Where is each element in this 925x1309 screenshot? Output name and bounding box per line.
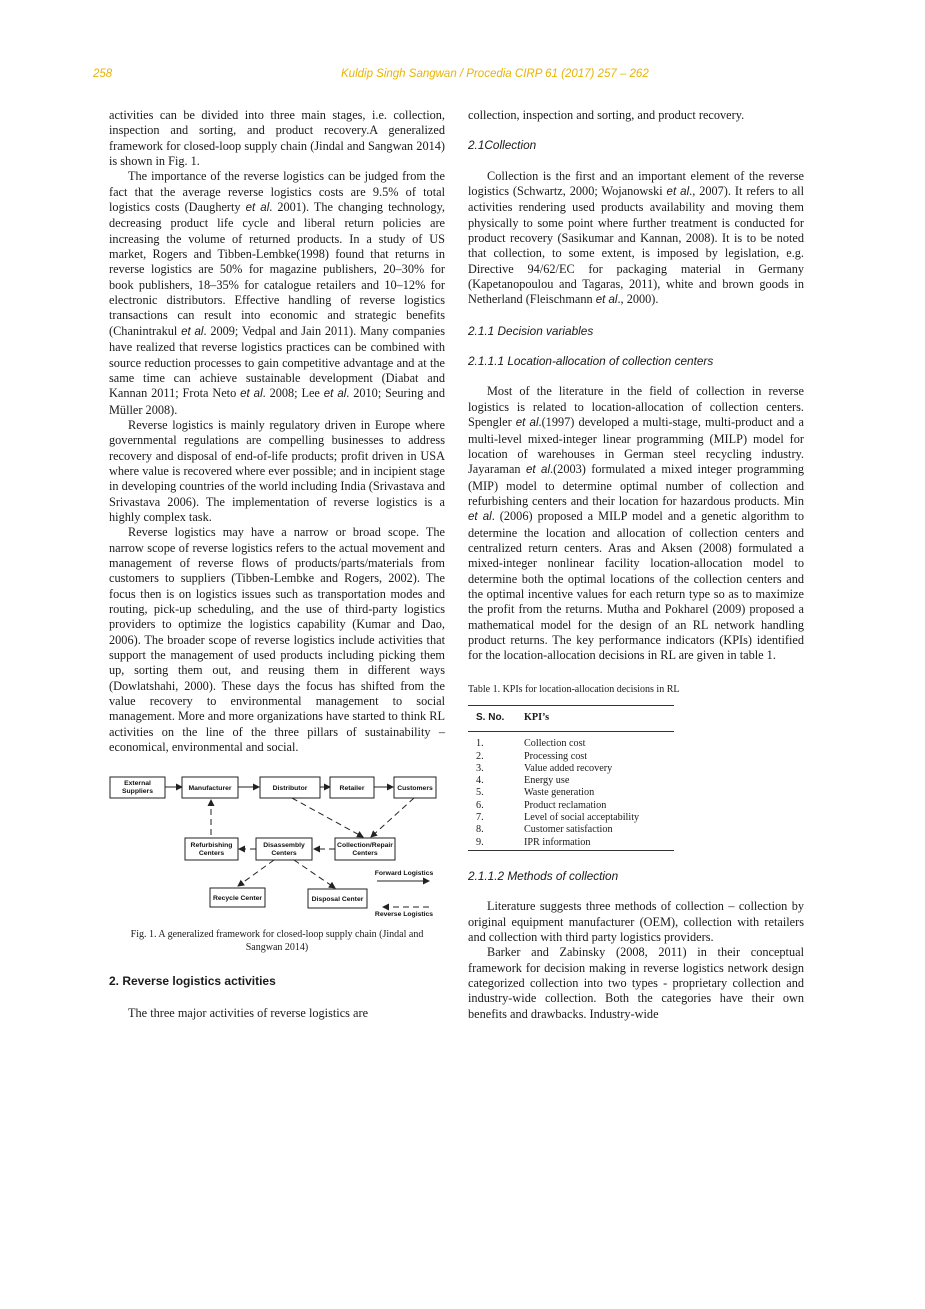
box-recycle-center: Recycle Center [212,895,263,903]
box-refurbishing-centers: Refurbishing [190,842,233,850]
table-cell-sno: 9. [468,837,516,851]
subsection-heading: 2.1Collection [468,138,537,153]
journal-citation: Kuldip Singh Sangwan / Procedia CIRP 61 (2017) 257 – 262 [341,68,649,80]
page-number: 258 [93,68,113,80]
box-external-suppliers: Suppliers [122,788,153,796]
legend-forward-logistics: Forward Logistics [374,870,434,878]
box-disposal-center: Disposal Center [311,896,364,904]
table-row [468,824,674,836]
box-external-suppliers: External [124,780,151,788]
table-row [468,837,674,851]
table-row [468,763,674,775]
subsection-heading: 2.1.1 Decision variables [468,323,594,338]
paragraph: activities can be divided into three main stages, i.e. collection, inspection and sorting, and product recovery.A generalized framework for closed-loop supply chain (Jindal and Sangwan 2014) is shown in Fig. 1. [109,108,445,169]
paragraph: Reverse logistics may have a narrow or broad scope. The narrow scope of reverse logistics refers to the actual movement and management of reverse flows of products/parts/materials from customers to suppliers (Tibben-Lembke and Rogers, 2002). The focus then is on logistics issues such as transportation modes and routing, pick-up scheduling, and the use of third-party logistics providers to optimize the logistics capability (Kumar and Dao, 2006). The broader scope of reverse logistics include activities that support the management of used products including picking them up, sorting them out, and reusing them in different ways (Dowlatshahi, 2000). These days the focus has shifted from the value recovery to environmental management to social management. More and more organizations have started to think RL activities on the line of the three pillars of sustainability – economical, environmental and social. [109,525,445,755]
box-manufacturer: Manufacturer [188,785,232,793]
box-collection-repair-centers: Collection/Repair [337,842,393,850]
table-cell-kpi: Value added recovery [524,762,613,774]
table-cell-sno: 2. [476,750,484,762]
table-cell-kpi: Collection cost [524,738,586,750]
closed-loop-diagram [109,771,445,921]
table-cell-sno: 7. [476,812,484,824]
table-row [468,775,674,787]
right-column [468,108,804,1022]
table-header: S. No. [468,706,516,732]
table-row [468,812,674,824]
subsection-heading: 2.1.1.1 Location-allocation of collection centers [468,354,714,369]
table-cell-sno: 8. [476,824,484,836]
paragraph: The three major activities of reverse logistics are [128,1005,369,1020]
table-cell-kpi: Customer satisfaction [524,824,613,836]
table-cell-sno: 3. [476,762,484,774]
section-heading: 2. Reverse logistics activities [109,974,276,989]
box-disassembly-centers: Centers [271,850,297,858]
kpi-table [468,705,674,851]
paragraph: collection, inspection and sorting, and product recovery. [468,108,745,122]
table-cell-sno: 5. [476,787,484,799]
box-refurbishing-centers: Centers [198,850,225,858]
table-cell-sno: 1. [476,738,484,750]
table-cell-kpi: IPR information [516,837,674,851]
box-disassembly-centers: Disassembly [263,842,305,850]
legend-reverse-logistics: Reverse Logistics [374,911,434,919]
table-cell-kpi: Energy use [524,775,570,787]
running-header [0,68,925,84]
table-cell-sno: 6. [476,799,484,811]
paragraph: Most of the literature in the field of collection in reverse logistics is related to location-allocation of collection centers. Spengler et al.(1997) developed a multi-stage, multi-product and a multi-level mixed-integer linear programming (MILP) model for location of warehouses in German steel recycling industry. Jayaraman et al.(2003) formulated a mixed integer programming (MIP) model to determine optimal number of collection and refurbishing centers and their location for hazardous products. Min et al. (2006) proposed a MILP model and a genetic algorithm to determine the location and allocation of collection centers and centralized return centers. Aras and Aksen (2008) formulated a mixed-integer nonlinear facility location-allocation model to determine both the optimal locations of the collection centers and the optimal incentive values for each return type so as to maximize the profit from the returns. Mutha and Pokharel (2009) proposed a mathematical model for the design of an RL network handling product returns. The key performance indicators (KPIs) identified for the location-allocation decisions in RL are given in table 1. [468,384,804,663]
table-cell-kpi: Waste generation [524,787,595,799]
paragraph: Reverse logistics is mainly regulatory driven in Europe where governmental regulations are compelling businesses to address recovery and disposal of end-of-life products; profit driven in USA where value is recovered where ever possible; and in incipient stage in developing countries of the world including India (Srivastava and Srivastava 2006). The implementation of reverse logistics is a highly complex task. [109,417,445,524]
table-cell-sno: 4. [476,775,484,787]
table-row [468,800,674,812]
table-caption: Table 1. KPIs for location-allocation decisions in RL [468,683,680,695]
table-row [468,787,674,799]
table-row [468,751,674,763]
left-column [109,108,445,1021]
box-retailer: Retailer [339,785,365,793]
paragraph: Barker and Zabinsky (2008, 2011) in their conceptual framework for decision making in reverse logistics network design categorized collection into two types - proprietary collection and industry-wide collection. Both the categories have their own benefits and drawbacks. Industry-wide [468,945,804,1021]
figure-1 [109,771,445,921]
subsection-heading: 2.1.1.2 Methods of collection [468,868,619,883]
table-cell-kpi: Product reclamation [524,799,607,811]
box-collection-repair-centers: Centers [352,850,378,858]
table-row [468,732,674,751]
box-customers: Customers [397,785,433,793]
box-distributor: Distributor [272,785,308,793]
figure-caption: Fig. 1. A generalized framework for closed-loop supply chain (Jindal and Sangwan 2014) [130,929,424,953]
paragraph: The importance of the reverse logistics can be judged from the fact that the average reverse logistics costs are 9.5% of total logistics costs (Daugherty et al. 2001). The changing technology, decreasing product life cycle and liberal return policies are increasing the volume of returned products. In a study of US market, Rogers and Tibben-Lembke(1998) found that returns in reverse logistics are 50% for magazine publishers, 20–30% for book publishers, 18–35% for catalogue retailers and 10–12% for electronic distributors. Effective handling of reverse logistics transactions can result into economic and strategic benefits (Chanintrakul et al. 2009; Vedpal and Jain 2011). Many companies have realized that reverse logistics practices can be combined with source reduction processes to gain competitive advantage and at the same time can achieve sustainable development (Diabat and Kannan 2011; Frota Neto et al. 2008; Lee et al. 2010; Seuring and Müller 2008). [109,169,445,417]
table-header: KPI’s [516,706,674,732]
table-cell-kpi: Processing cost [524,750,588,762]
table-cell-kpi: Level of social acceptability [524,812,640,824]
paragraph: Literature suggests three methods of collection – collection by original equipment manufacturer (OEM), collection with retailers and collection with third party logistics providers. [468,899,804,944]
paragraph: Collection is the first and an important element of the reverse logistics (Schwartz, 2000; Wojanowski et al., 2007). It refers to all activities rendering used products availability and moving them physically to some point where further treatment is conducted for product recovery (Sasikumar and Kannan, 2008). It is to be noted that collection, to some extent, is imposed by legislation, e.g. Directive 94/62/EC for packaging material in Germany (Kapetanopoulou and Tagaras, 2011), white and brown goods in Netherland (Fleischmann et al., 2000). [468,168,804,307]
